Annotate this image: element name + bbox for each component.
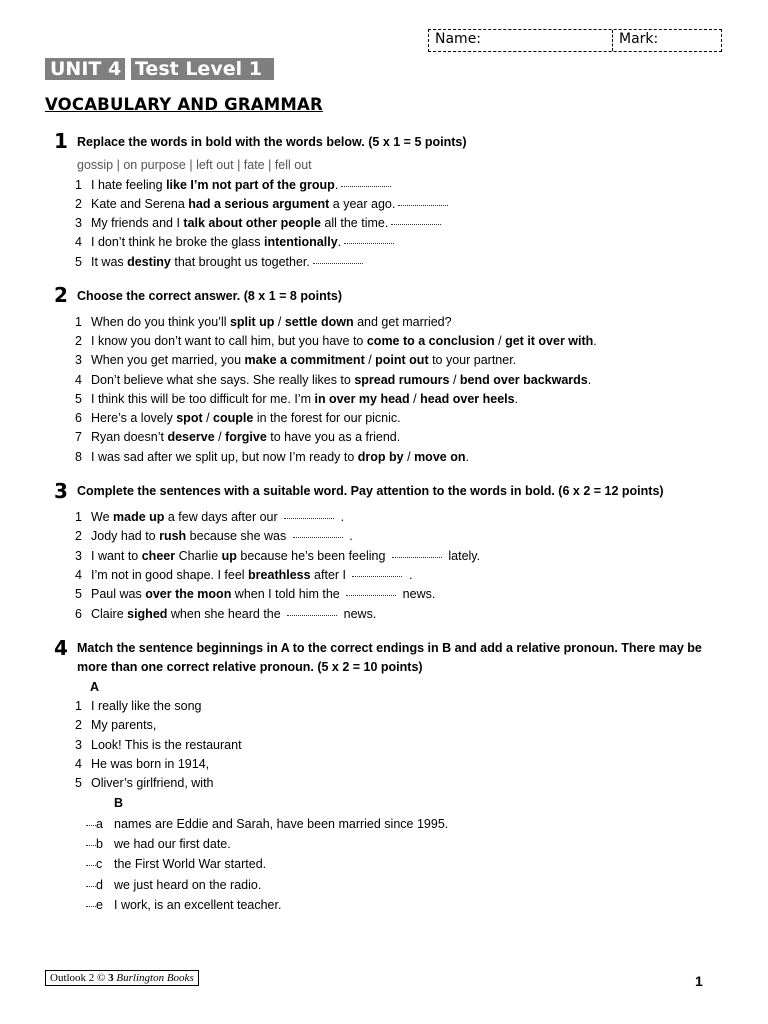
ex2-item: 7 Ryan doesn’t deserve / forgive to have you as a friend. [75,430,401,444]
a-item: 1 I really like the song [75,699,202,713]
ex3-item: 3 I want to cheer Charlie up because he’s been feeling lately. [75,549,481,563]
page-number: 1 [695,973,703,989]
b-item: b we had our first date. [86,837,231,851]
answer-blank[interactable] [398,204,448,206]
exercise-1-number: 1 [54,129,68,153]
level-label: Test Level 1 [135,58,262,80]
column-a-heading: A [90,680,100,694]
ex2-item: 5 I think this will be too difficult for me. I’m in over my head / head over heels. [75,392,519,406]
b-item: d we just heard on the radio. [86,878,261,892]
section-title: VOCABULARY AND GRAMMAR [45,95,323,114]
copyright-footer: Outlook 2 © 3 Burlington Books [45,970,199,986]
answer-blank[interactable] [391,223,441,225]
ex1-item: 3 My friends and I talk about other people all the time. [75,216,444,230]
ex2-item: 8 I was sad after we split up, but now I’m ready to drop by / move on. [75,450,469,464]
mark-label: Mark: [619,31,659,47]
match-blank[interactable] [86,885,96,887]
unit-banner [45,58,274,80]
ex3-item: 1 We made up a few days after our . [75,510,345,524]
option[interactable]: point out [375,353,429,367]
answer-blank[interactable] [392,556,442,558]
option[interactable]: bend over backwards [459,373,588,387]
exercise-4-number: 4 [54,636,68,660]
answer-blank[interactable] [287,614,337,616]
option[interactable]: move on [414,450,466,464]
option[interactable]: come to a conclusion [366,334,495,348]
option[interactable]: spot [176,411,203,425]
option[interactable]: head over heels [420,392,515,406]
ex2-item: 6 Here’s a lovely spot / couple in the forest for our picnic. [75,411,401,425]
b-item: c the First World War started. [86,857,266,871]
b-item: e I work, is an excellent teacher. [86,898,281,912]
option[interactable]: split up [229,315,275,329]
ex2-item: 2 I know you don’t want to call him, but you have to come to a conclusion / get it over with. [75,334,597,348]
answer-blank[interactable] [293,536,343,538]
ex2-item: 3 When you get married, you make a commitment / point out to your partner. [75,353,517,367]
ex1-item: 4 I don’t think he broke the glass intentionally. [75,235,397,249]
answer-blank[interactable] [284,517,334,519]
ex3-item: 6 Claire sighed when she heard the news. [75,607,377,621]
ex1-item: 1 I hate feeling like I’m not part of the group. [75,178,394,192]
ex2-item: 4 Don’t believe what she says. She really likes to spread rumours / bend over backwards. [75,373,592,387]
exercise-1-title: Replace the words in bold with the words below. (5 x 1 = 5 points) [77,135,467,149]
a-item: 5 Oliver’s girlfriend, with [75,776,214,790]
answer-blank[interactable] [313,262,363,264]
answer-blank[interactable] [352,575,402,577]
name-mark-box [428,29,722,52]
exercise-4-title-line2: more than one correct relative pronoun. (5 x 2 = 10 points) [77,660,423,674]
ex1-item: 2 Kate and Serena had a serious argument a year ago. [75,197,451,211]
column-b-heading: B [114,796,124,810]
ex2-item: 1 When do you think you’ll split up / settle down and get married? [75,315,452,329]
answer-blank[interactable] [341,185,391,187]
ex3-item: 5 Paul was over the moon when I told him the news. [75,587,436,601]
exercise-3-number: 3 [54,479,68,503]
mark-field[interactable] [613,30,664,51]
unit-label: UNIT 4 [50,58,122,80]
match-blank[interactable] [86,864,96,866]
ex3-item: 2 Jody had to rush because she was . [75,529,353,543]
exercise-2-title: Choose the correct answer. (8 x 1 = 8 points) [77,289,343,303]
ex3-item: 4 I’m not in good shape. I feel breathless after I . [75,568,413,582]
name-field[interactable] [429,30,613,51]
option[interactable]: in over my head [314,392,410,406]
exercise-2-number: 2 [54,283,68,307]
word-box: gossip | on purpose | left out | fate | fell out [77,158,312,172]
b-item: a names are Eddie and Sarah, have been married since 1995. [86,817,448,831]
option[interactable]: get it over with [505,334,594,348]
option[interactable]: couple [213,411,254,425]
a-item: 2 My parents, [75,718,157,732]
option[interactable]: make a commitment [244,353,365,367]
answer-blank[interactable] [344,242,394,244]
option[interactable]: deserve [167,430,215,444]
a-item: 4 He was born in 1914, [75,757,210,771]
name-label: Name: [435,31,482,47]
answer-blank[interactable] [346,594,396,596]
option[interactable]: settle down [284,315,354,329]
a-item: 3 Look! This is the restaurant [75,738,242,752]
option[interactable]: spread rumours [354,373,450,387]
exercise-4-title-line1: Match the sentence beginnings in A to the correct endings in B and add a relative pronoun. There may be [77,641,702,655]
match-blank[interactable] [86,824,96,826]
match-blank[interactable] [86,905,96,907]
ex1-item: 5 It was destiny that brought us together. [75,255,366,269]
exercise-3-title: Complete the sentences with a suitable word. Pay attention to the words in bold. (6 x 2 = 12 points) [77,484,664,498]
option[interactable]: drop by [357,450,404,464]
match-blank[interactable] [86,844,96,846]
option[interactable]: forgive [225,430,267,444]
